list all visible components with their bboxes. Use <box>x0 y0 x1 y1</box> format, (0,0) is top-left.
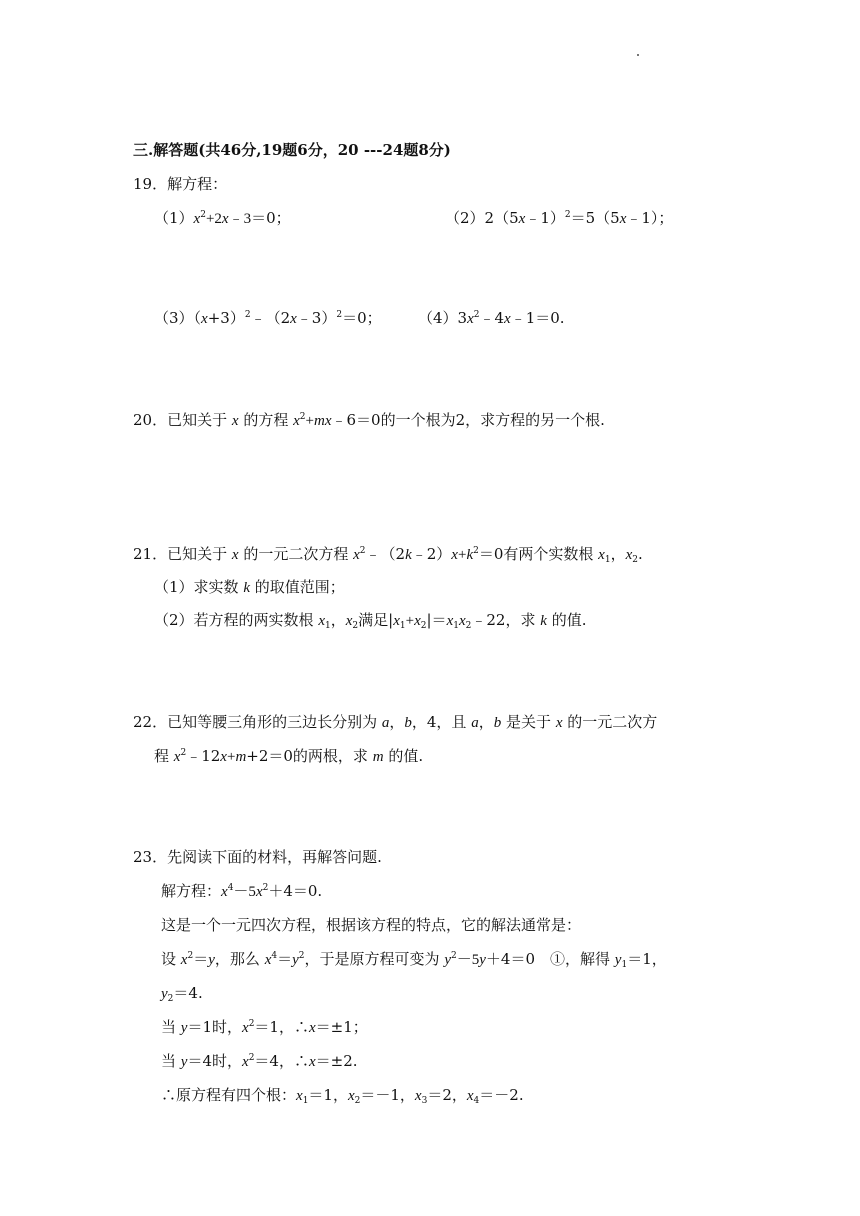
q23-line4: $y_2=4$. <box>161 984 203 1004</box>
q21-part2: （2）若方程的两实数根 $x_1$，$x_2$满足$|x_1+x_2|=x_1x_2﹣22$，求 k 的值. <box>154 611 587 631</box>
page-dot <box>637 54 639 56</box>
section-title: 三.解答题(共46分,19题6分，20 ---24题8分) <box>133 141 451 159</box>
q21-stem: 21．已知关于 x 的一元二次方程 $x^2﹣(2k﹣2)x+k^2=0$有两个实数根 $x_1$，$x_2$. <box>133 545 643 565</box>
q23-line5: 当 y＝1时，$x^2=1$，∴x＝±1； <box>161 1018 368 1036</box>
q20-text: 20．已知关于 x 的方程 $x^2+mx﹣6=0$的一个根为2，求方程的另一个根. <box>133 411 605 429</box>
q23-line1: 解方程：$x^4-5x^2+4=0$. <box>161 882 323 900</box>
q19-part3: $(3)(x+3)^2﹣(2x﹣3)^2=0$； <box>154 309 382 327</box>
q23-line3: 设 $x^2=y$，那么 $x^4=y^2$，于是原方程可变为 $y^2-5y+4=0$ ①，解得 $y_1=1$， <box>161 950 667 970</box>
q23-intro: 23．先阅读下面的材料，再解答问题. <box>133 848 382 866</box>
q19-stem: 19．解方程： <box>133 175 228 193</box>
q19-part4: $(4)3x^2﹣4x﹣1=0$. <box>418 309 565 327</box>
q23-line2: 这是一个一元四次方程，根据该方程的特点，它的解法通常是： <box>161 916 582 934</box>
q19-part2: （2）2（5x﹣1）$^2$＝5（5x﹣1）； <box>445 209 674 227</box>
q19-part1: $(1)x^2+2x﹣3=0$； <box>154 209 291 227</box>
q22-line1: 22．已知等腰三角形的三边长分别为 a，b，4，且 a，b 是关于 x 的一元二次方 <box>133 713 658 731</box>
q22-line2: 程 $x^2﹣12x+m+2=0$的两根，求 m 的值. <box>154 747 424 765</box>
q23-line6: 当 y＝4时，$x^2=4$，∴x＝±2. <box>161 1052 358 1070</box>
q21-part1: （1）求实数 k 的取值范围； <box>154 578 345 596</box>
q23-line7: ∴原方程有四个根：$x_1=1$，$x_2=-1$，$x_3=2$，$x_4=-2$. <box>161 1086 524 1106</box>
